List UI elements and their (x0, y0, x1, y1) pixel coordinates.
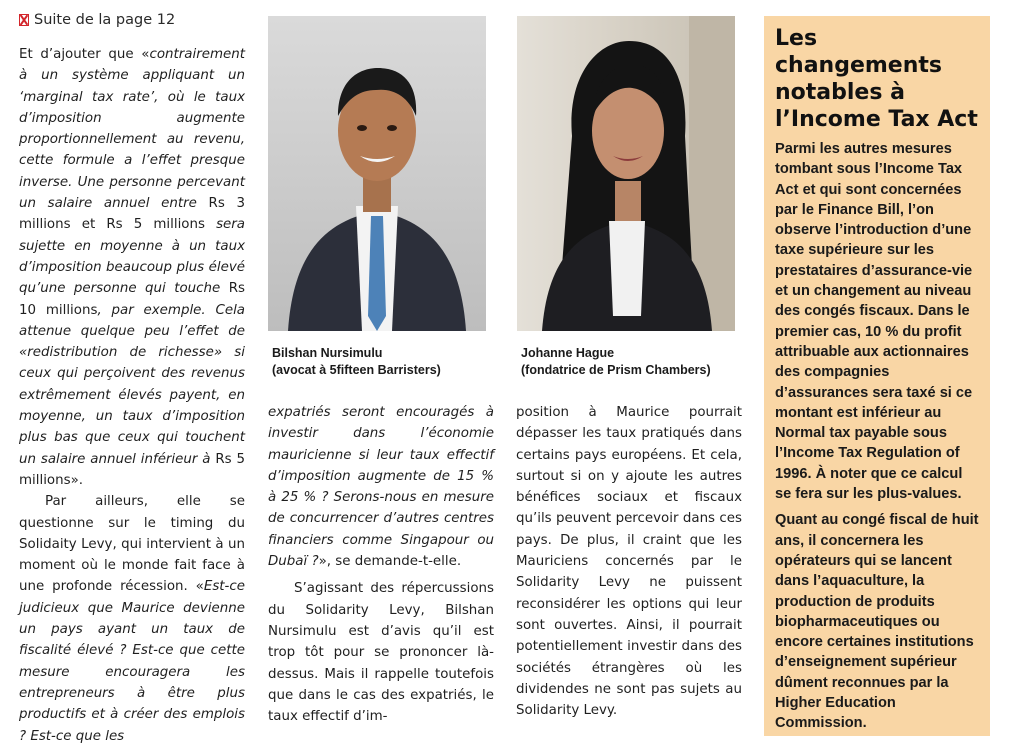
col3-paragraph-1: position à Maurice pourrait dépasser les taux pratiqués dans certains pays européens. Et cela, surtout si on y ajoute les autres bénéfices sociaux et fiscaux qu’ils peuvent percevoir dans ces pays. De plus, il craint que les Mauriciens concernés par le Solidarity Levy ne puissent reconsidérer les options qui leur sont ouvertes. Ainsi, il pourrait potentiellement investir dans des sociétés étrangères où les dividendes ne sont pas sujets au Solidarity Levy. (516, 405, 742, 719)
portrait-photo-johanne (517, 16, 735, 331)
caption-name: Bilshan Nursimulu (272, 346, 383, 360)
col1-paragraph-1: Et d’ajouter que «contrairement à un système appliquant un ‘marginal tax rate’, où le taux d’imposition augmente proportionnellement au revenu, cette formule a l’effet presque inverse. Une personne percevant un salaire annuel entre Rs 3 millions et Rs 5 millions sera sujette en moyenne à un taux d’imposition beaucoup plus élevé qu’une personne qui touche Rs 10 millions, par exemple. Cela attenue quelque peu l’effet de «redistribution de richesse» si ceux qui perçoivent des revenus extrêmement élevés payent, en moyenne, un taux d’imposition plus bas que ceux qui touchent un salaire annuel inférieur à Rs 5 millions». (19, 47, 246, 488)
portrait-woman-image (517, 16, 735, 331)
portrait-photo-bilshan (268, 16, 486, 331)
portrait-man-image (268, 16, 486, 331)
caption-role: (fondatrice de Prism Chambers) (521, 363, 711, 377)
col2-paragraph-1: expatriés seront encouragés à investir dans l’économie mauricienne si leur taux effectif d’imposition augmente de 15 % à 25 % ? Serons-nous en mesure de concurrencer d’autres centres financiers comme Singapour ou Dubaï ?», se demande-t-elle. (268, 405, 494, 570)
continued-marker-icon (19, 14, 29, 26)
col2-paragraph-2: S’agissant des répercussions du Solidarity Levy, Bilshan Nursimulu est d’avis qu’il est trop tôt pour se prononcer là-dessus. Mais il rappelle toutefois que dans le cas des expatriés, le taux effectif d’im- (268, 581, 494, 725)
continued-from-label (19, 12, 245, 28)
caption-name: Johanne Hague (521, 346, 615, 360)
photo-caption-johanne (521, 345, 711, 379)
col1-paragraph-2: Par ailleurs, elle se questionne sur le timing du Solidaity Levy, qui intervient à un moment où le monde fait face à une profonde récession. «Est-ce judicieux que Maurice devienne un pays ayant un taux de fiscalité élevé ? Est-ce que cette mesure encouragera les entrepreneurs à être plus productifs et à créer des emplois ? Est-ce que les (19, 494, 245, 744)
sidebar-paragraph-1: Parmi les autres mesures tombant sous l’Income Tax Act et qui sont concernées par le Finance Bill, l’on observe l’introduction d’une taxe supérieure sur les prestataires d’assurance-vie et un changement au niveau des congés fiscaux. Dans le premier cas, 10 % du profit attribuable aux actionnaires des compagnies d’assurances sera taxé si ce montant est inférieur au Normal tax payable sous l’Income Tax Regulation of 1996. À noter que ce calcul se fera sur les plus-values. (775, 141, 973, 503)
sidebar-box (764, 16, 990, 736)
article-column-2 (268, 402, 494, 727)
sidebar-paragraph-2: Quant au congé fiscal de huit ans, il concernera les opérateurs qui se lancent dans l’aquaculture, la production de produits biopharmaceutiques ou encore certaines institutions d’enseignement supérieur dûment reconnues par la Higher Education Commission. (775, 512, 979, 732)
caption-role: (avocat à 5fifteen Barristers) (272, 363, 441, 377)
continued-text: Suite de la page 12 (34, 12, 176, 28)
sidebar-title: Les changements notables à l’Income Tax Act (775, 26, 978, 132)
photo-caption-bilshan (272, 345, 441, 379)
article-column-1 (19, 12, 245, 747)
article-column-3 (516, 402, 742, 721)
